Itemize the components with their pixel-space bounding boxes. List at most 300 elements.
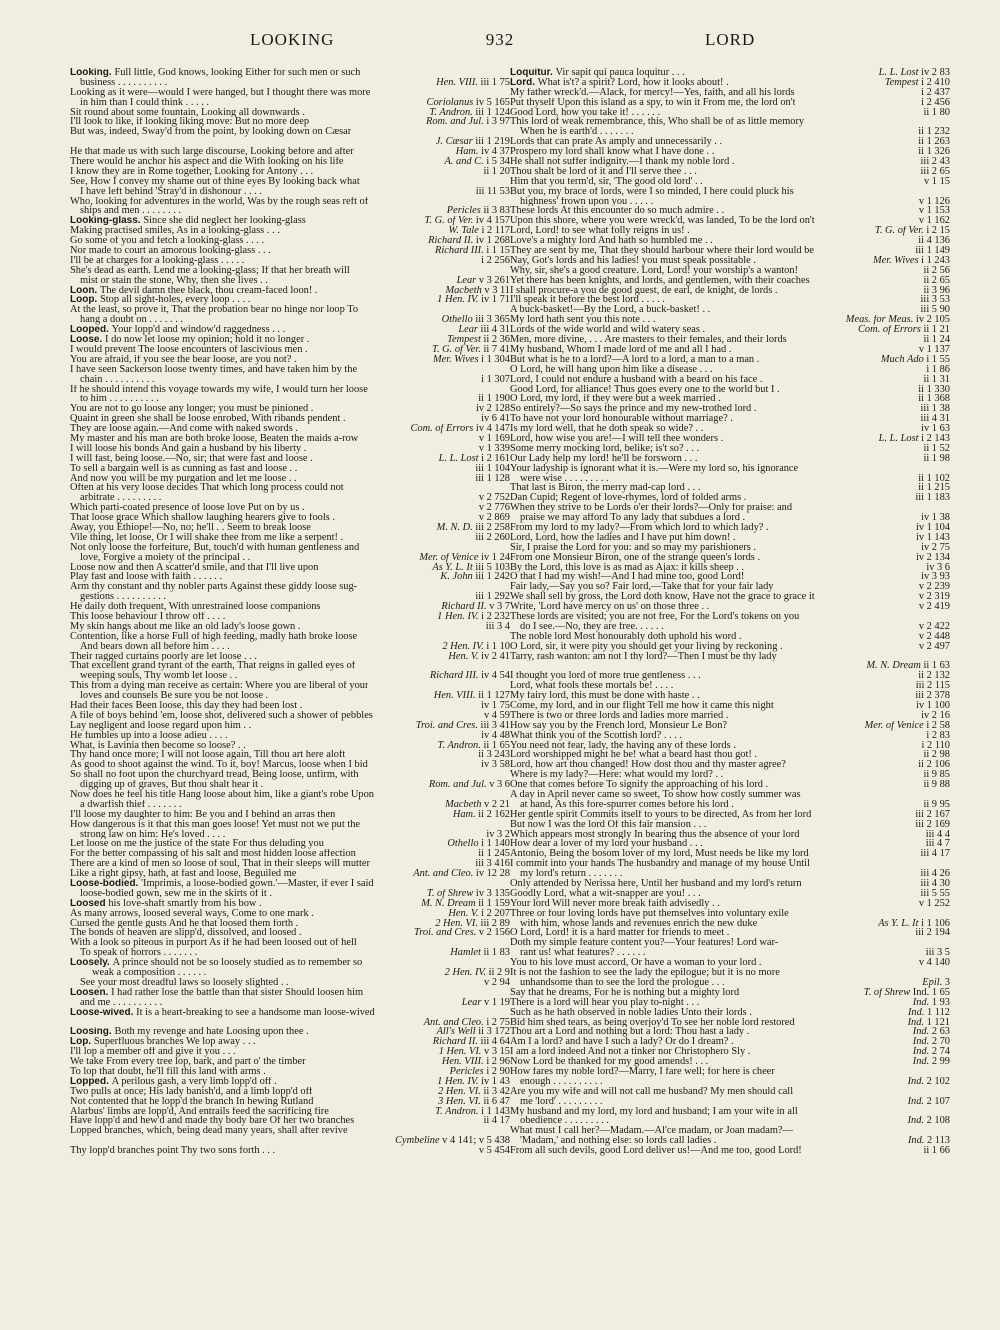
quotation-text: were wise . . . . . . . . . (520, 473, 609, 484)
quotation-text: These lords At this encounter do so much admire . . (510, 206, 725, 217)
quotation-text: What must I call her?—Madam.—Al'ce madam, or Joan madam?— (510, 1126, 793, 1137)
concordance-line (510, 998, 950, 1008)
concordance-line (70, 78, 510, 88)
concordance-line (510, 919, 950, 929)
play-reference: iii 2 169 (912, 820, 950, 830)
quotation-text: highness' frown upon you . . . . . (520, 196, 654, 207)
concordance-line (510, 553, 950, 563)
concordance-line (70, 98, 510, 108)
concordance-line (510, 434, 950, 444)
concordance-line (70, 889, 510, 899)
quotation-text: How dangerous is it that this man goes loose! Yet must not we put the (70, 819, 361, 830)
concordance-line (70, 147, 510, 157)
line-text (510, 612, 799, 622)
concordance-line (70, 137, 510, 147)
line-text (510, 1126, 793, 1136)
play-reference: Ham. iv 4 37 (453, 147, 510, 157)
quotation-text: rant us! what features? . . . . . . (520, 948, 646, 959)
play-reference: ii 9 95 (920, 800, 950, 810)
line-text (70, 147, 354, 157)
play-reference: Lear v 3 261 (454, 276, 510, 286)
concordance-line (70, 1077, 510, 1087)
quotation-text: Your ladyship is ignorant what it is.—Were my lord so, his ignorance (510, 463, 799, 474)
quotation-text: Where is my lady?—Here: what would my lord? . . (510, 770, 724, 781)
concordance-line (510, 444, 950, 454)
quotation-text: Loose now and then A scatter'd smile, and that I'll live upon (70, 562, 319, 573)
line-text (70, 563, 318, 573)
concordance-line (70, 157, 510, 167)
play-reference: Com. of Errors iv 4 147 (407, 424, 510, 434)
quotation-text: To speak of horrors . . . . . . . (80, 948, 198, 959)
quotation-text: Antonio, Being the bosom lover of my lord, Must needs be like my lord (510, 849, 809, 860)
concordance-line (70, 790, 510, 800)
play-reference: v 2 752 (476, 493, 510, 503)
quotation-text: Doth my simple feature content you?—Your features! Lord war- (510, 938, 779, 949)
concordance-line (510, 147, 950, 157)
play-reference: M. N. D. iii 2 258 (434, 523, 510, 533)
quotation-text: Thou shalt be lord of it and I'll serve thee . . . (510, 166, 697, 177)
play-reference: Ind. 1 121 (905, 1018, 950, 1028)
concordance-line (510, 612, 950, 622)
concordance-line (70, 770, 510, 780)
quotation-text: I do now let loose my opinion; hold it no longer . (105, 335, 310, 345)
play-reference: iii 11 53 (473, 187, 510, 197)
quotation-text: When he is earth'd . . . . . . . (520, 127, 634, 138)
play-reference: ii 1 263 (915, 137, 950, 147)
line-text (510, 671, 701, 681)
play-reference: Richard III. i 1 15 (432, 246, 510, 256)
line-text (70, 454, 313, 464)
concordance-line (510, 661, 950, 671)
play-reference: All's Well ii 3 172 (434, 1027, 510, 1037)
line-text (510, 958, 761, 968)
play-reference: i 2 437 (918, 88, 950, 98)
play-reference: 2 Hen. IV. i 1 10 (439, 642, 510, 652)
concordance-line (70, 1097, 510, 1107)
concordance-line (70, 246, 510, 256)
line-text (70, 1047, 236, 1057)
quotation-text: Goodly Lord, what a wit-snapper are you! . . . (510, 888, 701, 899)
line-text (510, 236, 713, 246)
concordance-line (510, 1097, 950, 1107)
play-reference: v 2 869 (476, 513, 510, 523)
line-text (520, 1116, 609, 1126)
line-text (510, 523, 769, 533)
quotation-text: To lop that doubt, he'll fill this land with arms . (70, 1066, 266, 1077)
line-text (70, 157, 344, 167)
concordance-line (510, 899, 950, 909)
line-text (70, 1146, 275, 1156)
line-text (510, 286, 777, 296)
play-reference: iii 2 167 (912, 810, 950, 820)
play-reference: T. of Shrew iv 3 135 (424, 889, 510, 899)
line-text (70, 661, 355, 671)
line-text (510, 315, 655, 325)
play-reference: iii 3 53 (918, 295, 950, 305)
concordance-line (70, 691, 510, 701)
quotation-text: weak a composition . . . . . . (92, 968, 207, 978)
quotation-text: Lord, Lord! to see what folly reigns in us! . (510, 226, 690, 237)
quotation-text: What, is Lavinia then become so loose? . . (70, 740, 246, 751)
quotation-text: Which parti-coated presence of loose love Put on by us . (70, 503, 305, 514)
concordance-line (70, 681, 510, 691)
concordance-line (70, 869, 510, 879)
line-text (70, 444, 306, 454)
concordance-line (510, 760, 950, 770)
play-reference: ii 4 17 (480, 1116, 510, 1126)
line-text (80, 978, 289, 988)
line-text (70, 256, 244, 266)
line-text (510, 454, 697, 464)
line-text (510, 414, 733, 424)
line-text (510, 582, 774, 592)
play-reference: iii 2 115 (913, 681, 950, 691)
quotation-text: business . . . . . . . . . . (80, 77, 168, 88)
line-text (520, 1136, 717, 1146)
play-reference: Hen. VIII. ii 1 127 (431, 691, 510, 701)
line-text (510, 444, 699, 454)
play-reference: v 5 454 (476, 1146, 510, 1156)
quotation-text: My skin hangs about me like an old lady's loose gown . (70, 621, 301, 632)
line-text (70, 1126, 348, 1136)
quotation-text: I'll speak it before the best lord . . . . . (510, 295, 665, 306)
line-text (70, 226, 280, 236)
line-text (510, 206, 724, 216)
line-text (70, 533, 343, 543)
play-reference: ii 1 80 (920, 108, 950, 118)
line-text (510, 157, 735, 167)
concordance-line (70, 276, 510, 286)
play-reference: iii 3 5 (923, 948, 950, 958)
line-text (510, 404, 756, 414)
line-text (520, 474, 609, 484)
concordance-line (510, 731, 950, 741)
play-reference: iii 1 183 (912, 493, 950, 503)
play-reference: Ind. 2 74 (910, 1047, 950, 1057)
line-text (510, 1037, 734, 1047)
quotation-text: I will loose his bonds And gain a husband by his liberty . (70, 443, 307, 454)
play-reference: v 1 252 (916, 899, 950, 909)
concordance-line (70, 652, 510, 662)
quotation-text: strong law on him: He's loved . . . . (80, 829, 226, 840)
concordance-line (510, 404, 950, 414)
quotation-text: We take From every tree lop, bark, and part o' the timber (70, 1057, 306, 1067)
play-reference: iii 1 128 (472, 474, 510, 484)
play-reference: Ind. 2 102 (905, 1077, 950, 1087)
concordance-line (70, 563, 510, 573)
line-text (80, 800, 182, 810)
concordance-line (510, 592, 950, 602)
line-text (520, 127, 634, 137)
play-reference: v 1 15 (921, 177, 950, 187)
concordance-line (510, 167, 950, 177)
line-text (510, 830, 799, 840)
concordance-line (510, 305, 950, 315)
quotation-text: Arm thy constant and thy nobler parts Against these giddy loose sug- (70, 582, 358, 593)
play-reference: M. N. Dream ii 1 159 (418, 899, 510, 909)
concordance-line (70, 899, 510, 909)
concordance-line (70, 642, 510, 652)
concordance-line (510, 978, 950, 988)
quotation-text: Now does he feel his title Hang loose about him, like a giant's robe Upon (70, 790, 375, 800)
concordance-line (70, 1018, 510, 1028)
concordance-line (510, 820, 950, 830)
play-reference: v 2 419 (916, 602, 950, 612)
concordance-line (510, 909, 950, 919)
concordance-line (70, 68, 510, 78)
quotation-text: With a look so piteous in purport As if he had been loosed out of hell (70, 938, 357, 949)
quotation-text: Thy lopp'd branches point Thy two sons forth . . . (70, 1146, 276, 1156)
play-reference: v 2 319 (916, 592, 950, 602)
quotation-text: Such as he hath observed in noble ladies Unto their lords . (510, 1007, 752, 1018)
concordance-line (70, 572, 510, 582)
concordance-line (70, 1116, 510, 1126)
line-text (510, 1067, 775, 1077)
play-reference: v 1 169 (476, 434, 510, 444)
quotation-text: Had their faces Been loose, this day they had been lost . (70, 701, 303, 711)
play-reference: Meas. for Meas. iv 2 105 (843, 315, 950, 325)
play-reference: i 2 110 (919, 741, 950, 751)
play-reference: Richard II. iv 1 268 (425, 236, 510, 246)
line-text (70, 177, 360, 187)
play-reference: T. G. of Ver. iv 4 157 (421, 216, 510, 226)
concordance-line (70, 434, 510, 444)
headword: Loquitur. (510, 68, 556, 78)
concordance-line (510, 1047, 950, 1057)
quotation-text: Looking as it were—would I were hanged, but I thought there was more (70, 87, 371, 98)
play-reference: Mer. Wives i 1 304 (430, 355, 510, 365)
concordance-line (510, 483, 950, 493)
quotation-text: I have seen Sackerson loose twenty times, and have taken him by the (70, 364, 358, 375)
quotation-text: Who, looking for adventures in the world, Was by the rough seas reft of (70, 196, 369, 207)
play-reference: iii 4 26 (918, 869, 950, 879)
quotation-text: chain . . . . . . . . . . (80, 374, 155, 385)
line-text (70, 503, 305, 513)
play-reference: Ham. ii 2 162 (450, 810, 510, 820)
concordance-line (510, 533, 950, 543)
concordance-line (510, 849, 950, 859)
quotation-text: I am a lord indeed And not a tinker nor Christophero Sly . (510, 1047, 751, 1058)
line-text (70, 632, 357, 642)
quotation-text: He daily doth frequent, With unrestrained loose companions (70, 602, 321, 612)
quotation-text: Making practised smiles, As in a looking-glass . . . (70, 226, 280, 237)
quotation-text: He shall not suffer indignity.—I thank my noble lord . (510, 157, 735, 167)
play-reference: v 2 776 (476, 503, 510, 513)
play-reference: iv 1 104 (913, 523, 950, 533)
quotation-text: Put thyself Upon this island as a spy, to win it From me, the lord on't (510, 97, 796, 108)
concordance-line (510, 741, 950, 751)
play-reference: Com. of Errors ii 1 21 (855, 325, 950, 335)
quotation-text: I'll be at charges for a looking-glass . . . . . (70, 255, 245, 266)
quotation-text: I thought you lord of more true gentleness . . . (510, 671, 701, 682)
concordance-line (70, 879, 510, 889)
concordance-line (510, 187, 950, 197)
concordance-line (510, 681, 950, 691)
line-text (510, 78, 729, 88)
headword: Loosing. (70, 1027, 115, 1038)
line-text (70, 295, 250, 305)
quotation-text: his love-shaft smartly from his bow . (108, 898, 262, 909)
concordance-line (70, 1057, 510, 1067)
concordance-line (70, 998, 510, 1008)
play-reference: Epil. 3 (919, 978, 950, 988)
quotation-text: He that made us with such large discourse, Looking before and after (70, 147, 354, 158)
concordance-line (510, 68, 950, 78)
line-text (80, 493, 161, 503)
concordance-line (70, 948, 510, 958)
concordance-line (70, 335, 510, 345)
concordance-line (70, 909, 510, 919)
play-reference: v 1 162 (916, 216, 950, 226)
quotation-text: My husband, Whom I made lord of me and all I had . (510, 344, 732, 355)
play-reference: As Y. L. It iii 5 103 (429, 563, 510, 573)
concordance-line (510, 78, 950, 88)
play-reference: Ind. 1 112 (905, 1008, 950, 1018)
quotation-text: and me . . . . . . . . . . (80, 997, 163, 1008)
line-text (510, 434, 723, 444)
concordance-line (70, 256, 510, 266)
line-text (510, 483, 700, 493)
concordance-line (510, 197, 950, 207)
play-reference: ii 1 368 (915, 394, 950, 404)
concordance-line (70, 226, 510, 236)
quotation-text: Is my lord well, that he doth speak so wide? . . (510, 424, 704, 434)
play-reference: L. L. Lost i 2 161 (436, 454, 510, 464)
concordance-line (510, 513, 950, 523)
concordance-line (510, 1116, 950, 1126)
concordance-line (70, 216, 510, 226)
line-text (70, 899, 262, 909)
line-text (510, 1107, 798, 1117)
quotation-text: Two pulls at once; His lady banish'd, and a limb lopp'd off (70, 1086, 313, 1097)
play-reference: ii 1 245 (475, 849, 510, 859)
quotation-text: Am I a lord? and have I such a lady? Or do I dream? . (510, 1037, 734, 1048)
line-text (70, 909, 314, 919)
line-text (510, 572, 744, 582)
quotation-text: This from a dying man receive as certain: Where you are liberal of your (70, 681, 369, 692)
quotation-text: Tarry, rash wanton: am not I thy lord?—Then I must be thy lady (510, 651, 777, 662)
line-text (510, 928, 729, 938)
line-text (70, 365, 357, 375)
quotation-text: Your lopp'd and window'd raggedness . . . (111, 325, 286, 336)
line-text (70, 1077, 277, 1087)
line-text (510, 988, 739, 998)
line-text (510, 859, 810, 869)
play-reference: iii 1 104 (472, 464, 510, 474)
line-text (510, 642, 783, 652)
line-text (70, 582, 357, 592)
play-reference: iv 2 134 (913, 553, 950, 563)
quotation-text: Full little, God knows, looking Either for such men or such (114, 68, 361, 78)
concordance-line (510, 295, 950, 305)
play-reference: Ind. 2 107 (905, 1097, 950, 1107)
quotation-text: Vir sapit qui pauca loquitur . . . (555, 68, 685, 78)
play-reference: iv 3 2 (483, 830, 510, 840)
quotation-text: Three or four loving lords have put themselves into voluntary exile (510, 908, 789, 919)
concordance-line (510, 968, 950, 978)
concordance-line (510, 88, 950, 98)
play-reference: 1 Hen. IV. iv 1 43 (434, 1077, 510, 1087)
play-reference: 3 Hen. VI. ii 6 47 (435, 1097, 510, 1107)
concordance-line (70, 820, 510, 830)
line-text (510, 731, 682, 741)
quotation-text: 'Imprimis, a loose-bodied gown.'—Master, if ever I said (141, 879, 374, 889)
concordance-line (70, 968, 510, 978)
play-reference: Troi. and Cres. iii 3 41 (413, 721, 510, 731)
line-text (70, 355, 297, 365)
quotation-text: But was, indeed, Sway'd from the point, by looking down on Cæsar (70, 127, 352, 138)
concordance-line (70, 454, 510, 464)
line-text (520, 1097, 603, 1107)
line-text (70, 483, 344, 493)
play-reference: Hen. VIII. iii 1 75 (433, 78, 510, 88)
play-reference: i 2 256 (478, 256, 510, 266)
line-text (510, 1146, 802, 1156)
line-text (70, 1008, 375, 1018)
line-text (510, 256, 756, 266)
play-reference: iii 3 416 (472, 859, 510, 869)
quotation-text: The bonds of heaven are slipp'd, dissolved, and loosed . (70, 928, 302, 939)
play-reference: ii 2 98 (920, 750, 950, 760)
play-reference: Hen. VIII. i 2 96 (439, 1057, 510, 1067)
concordance-line (70, 117, 510, 127)
line-text (70, 612, 225, 622)
line-text (70, 88, 370, 98)
concordance-line (510, 938, 950, 948)
concordance-line (510, 780, 950, 790)
quotation-text: He fumbles up into a loose adieu . . . . (70, 730, 228, 741)
concordance-line (70, 127, 510, 137)
concordance-line (510, 276, 950, 286)
concordance-line (70, 553, 510, 563)
concordance-line (510, 602, 950, 612)
quotation-text: at hand, As this fore-spurrer comes before his lord . (520, 799, 734, 810)
line-text (70, 919, 298, 929)
quotation-text: The devil damn thee black, thou cream-faced loon! . (100, 285, 318, 296)
concordance-line (70, 830, 510, 840)
quotation-text: Some merry mocking lord, belike; is't so? . . . (510, 443, 700, 454)
play-reference: iii 3 4 (483, 622, 510, 632)
play-reference: iv 6 41 (478, 414, 510, 424)
concordance-line (70, 88, 510, 98)
play-reference: ii 1 24 (920, 335, 950, 345)
play-reference: Othello iii 3 365 (439, 315, 510, 325)
quotation-text: My fairy lord, this must be done with haste . . (510, 691, 700, 701)
concordance-line (70, 197, 510, 207)
line-text (510, 424, 703, 434)
quotation-text: Love's a mighty lord And hath so humbled me . . (510, 236, 713, 247)
quotation-text: I will fast, being loose.—No, sir; that were fast and loose . (70, 453, 313, 464)
headword: Lop. (70, 1037, 94, 1048)
concordance-line (70, 978, 510, 988)
line-text (510, 790, 801, 800)
quotation-text: What think you of the Scottish lord? . . . . (510, 730, 682, 741)
play-reference: iv 2 16 (918, 711, 950, 721)
concordance-line (70, 1136, 510, 1146)
concordance-line (70, 503, 510, 513)
quotation-text: Thou art a Lord and nothing but a lord: Thou hast a lady . (510, 1027, 750, 1038)
right-column (510, 68, 950, 1318)
left-column (70, 68, 510, 1318)
play-reference: iv 1 75 (478, 701, 510, 711)
play-reference: v 1 137 (916, 345, 950, 355)
line-text (510, 780, 768, 790)
quotation-text: So entirely?—So says the prince and my new-trothed lord . (510, 404, 757, 415)
play-reference: ii 1 232 (915, 127, 950, 137)
concordance-line (510, 1136, 950, 1146)
concordance-line (70, 612, 510, 622)
play-reference: Richard II. v 3 7 (438, 602, 510, 612)
